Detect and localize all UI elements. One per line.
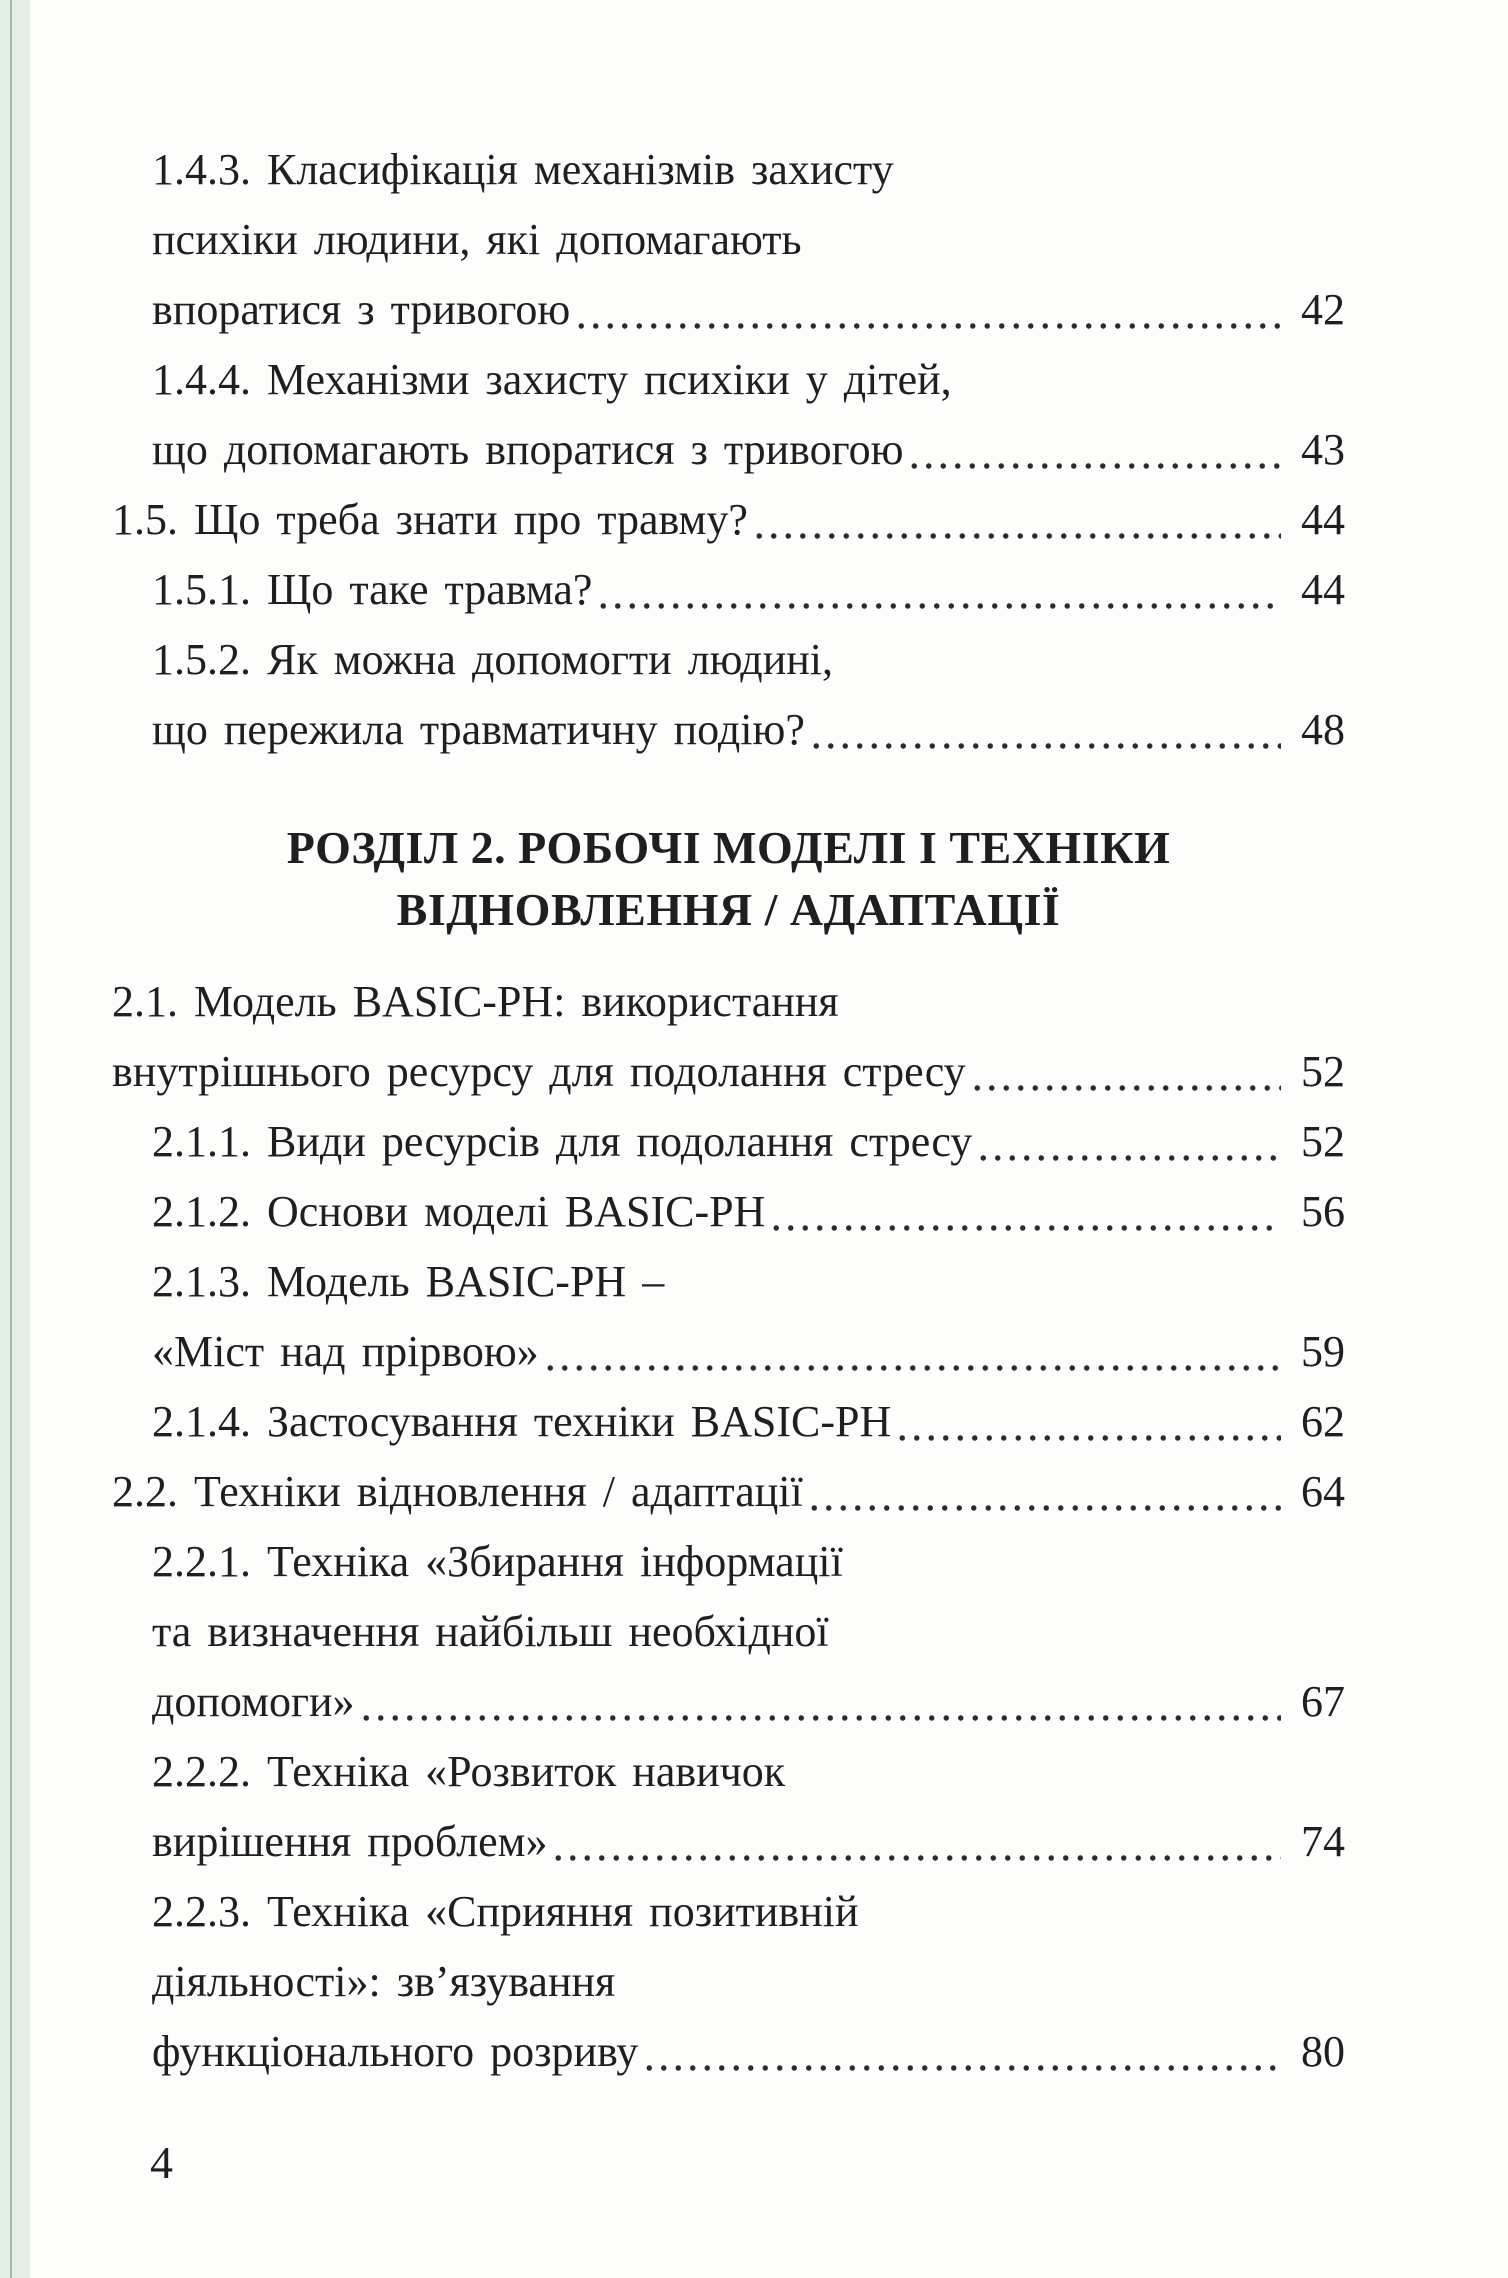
toc-line bbox=[152, 1807, 1345, 1877]
toc-line: 2.1. Модель BASIC-PH: використання bbox=[112, 977, 839, 1026]
toc-line-text: 2.2. Техніки відновлення / адаптації bbox=[112, 1467, 803, 1516]
dot-leader bbox=[769, 1177, 1281, 1247]
toc-entry bbox=[112, 1247, 1345, 1387]
toc-line bbox=[152, 275, 1345, 345]
page-number: 44 bbox=[1301, 495, 1345, 544]
dot-leader bbox=[596, 555, 1281, 625]
dot-leader bbox=[807, 1457, 1281, 1527]
toc-line-text: 2.1.4. Застосування техніки BASIC-PH bbox=[152, 1397, 892, 1446]
toc-line: 2.2.1. Техніка «Збирання інформації bbox=[152, 1537, 843, 1586]
toc-line bbox=[152, 1387, 1345, 1457]
scan-edge-strip bbox=[0, 0, 30, 2278]
chapter-heading-line: ВІДНОВЛЕННЯ / АДАПТАЦІЇ bbox=[396, 884, 1061, 935]
page-number: 80 bbox=[1301, 2027, 1345, 2076]
page-number: 67 bbox=[1301, 1677, 1345, 1726]
toc-line: 2.2.3. Техніка «Сприяння позитивній bbox=[152, 1887, 859, 1936]
toc-line-text: 1.5. Що треба знати про травму? bbox=[112, 495, 748, 544]
toc-line: 1.4.4. Механізми захисту психіки у дітей, bbox=[152, 355, 952, 404]
dot-leader bbox=[543, 1317, 1281, 1387]
toc-line-text: 2.1.1. Види ресурсів для подолання стресу bbox=[152, 1117, 973, 1166]
toc-entry bbox=[112, 485, 1345, 555]
toc-line bbox=[152, 1177, 1345, 1247]
toc-line bbox=[112, 1037, 1345, 1107]
dot-leader bbox=[970, 1037, 1281, 1107]
toc-line-text: що пережила травматичну подію? bbox=[152, 705, 805, 754]
toc-entry bbox=[112, 135, 1345, 345]
page-number: 62 bbox=[1301, 1397, 1345, 1446]
toc-line: діяльності»: зв’язування bbox=[152, 1957, 616, 2006]
page-number: 64 bbox=[1301, 1467, 1345, 1516]
dot-leader bbox=[895, 1387, 1281, 1457]
toc-line: 1.4.3. Класифікація механізмів захисту bbox=[152, 145, 894, 194]
dot-leader bbox=[642, 2017, 1281, 2087]
dot-leader bbox=[359, 1667, 1281, 1737]
toc-line: 2.2.2. Техніка «Розвиток навичок bbox=[152, 1747, 786, 1796]
toc-line-text: допомоги» bbox=[152, 1677, 355, 1726]
toc-line bbox=[152, 555, 1345, 625]
toc-line bbox=[112, 1457, 1345, 1527]
toc-line bbox=[152, 695, 1345, 765]
dot-leader bbox=[976, 1107, 1281, 1177]
toc-line: та визначення найбільш необхідної bbox=[152, 1607, 829, 1656]
toc-line bbox=[152, 1667, 1345, 1737]
toc-line-text: 1.5.1. Що таке травма? bbox=[152, 565, 593, 614]
toc-entry bbox=[112, 345, 1345, 485]
page-number: 52 bbox=[1301, 1047, 1345, 1096]
page-number: 56 bbox=[1301, 1187, 1345, 1236]
toc-entry bbox=[112, 1737, 1345, 1877]
toc-entry bbox=[112, 1457, 1345, 1527]
toc-line: 1.5.2. Як можна допомогти людині, bbox=[152, 635, 834, 684]
dot-leader bbox=[574, 275, 1281, 345]
toc bbox=[112, 135, 1345, 2087]
toc-entry bbox=[112, 967, 1345, 1107]
toc-line-text: функціонального розриву bbox=[152, 2027, 639, 2076]
toc-line-text: вирішення проблем» bbox=[152, 1817, 548, 1866]
footer-page-number: 4 bbox=[150, 2137, 173, 2188]
dot-leader bbox=[752, 485, 1281, 555]
dot-leader bbox=[551, 1807, 1281, 1877]
dot-leader bbox=[809, 695, 1281, 765]
toc-line-text: внутрішнього ресурсу для подолання стресу bbox=[112, 1047, 966, 1096]
toc-entry bbox=[112, 1877, 1345, 2087]
page-number: 52 bbox=[1301, 1117, 1345, 1166]
toc-line bbox=[152, 1107, 1345, 1177]
toc-entry bbox=[112, 625, 1345, 765]
scan-edge-line bbox=[10, 0, 12, 2278]
toc-line-text: впоратися з тривогою bbox=[152, 285, 571, 334]
toc-entry bbox=[112, 1387, 1345, 1457]
chapter-heading bbox=[112, 817, 1345, 941]
dot-leader bbox=[907, 415, 1281, 485]
toc-line bbox=[152, 415, 1345, 485]
page-number: 74 bbox=[1301, 1817, 1345, 1866]
toc-entry bbox=[112, 1527, 1345, 1737]
toc-line bbox=[152, 1317, 1345, 1387]
toc-line bbox=[152, 2017, 1345, 2087]
page-number: 42 bbox=[1301, 285, 1345, 334]
toc-line: 2.1.3. Модель BASIC-PH – bbox=[152, 1257, 665, 1306]
toc-entry bbox=[112, 1177, 1345, 1247]
toc-entry bbox=[112, 555, 1345, 625]
page-number: 44 bbox=[1301, 565, 1345, 614]
toc-line-text: що допомагають впоратися з тривогою bbox=[152, 425, 904, 474]
toc-line-text: 2.1.2. Основи моделі BASIC-PH bbox=[152, 1187, 766, 1236]
toc-entry bbox=[112, 1107, 1345, 1177]
page-number: 48 bbox=[1301, 705, 1345, 754]
page-number: 59 bbox=[1301, 1327, 1345, 1376]
toc-line: психіки людини, які допомагають bbox=[152, 215, 802, 264]
chapter-heading-line: РОЗДІЛ 2. РОБОЧІ МОДЕЛІ І ТЕХНІКИ bbox=[286, 822, 1171, 873]
page-number: 43 bbox=[1301, 425, 1345, 474]
toc-line bbox=[112, 485, 1345, 555]
toc-line-text: «Міст над прірвою» bbox=[152, 1327, 539, 1376]
